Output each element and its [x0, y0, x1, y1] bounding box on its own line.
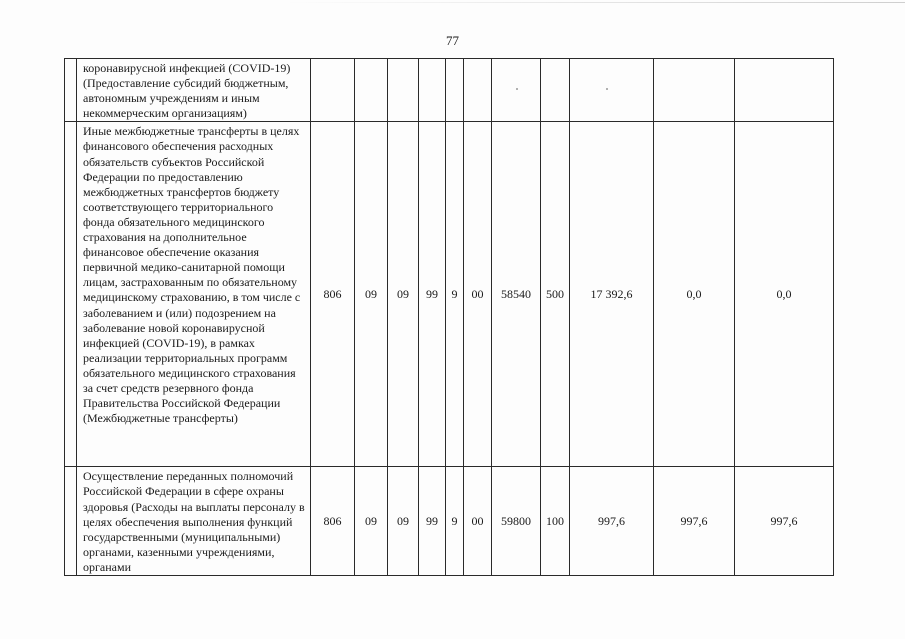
program-code-cell	[419, 59, 446, 122]
subsection-code-cell: 09	[388, 122, 419, 467]
budget-table	[64, 58, 834, 576]
table-row	[65, 59, 834, 122]
direction-code-cell: 59800	[492, 467, 541, 576]
scan-edge-line	[285, 2, 905, 3]
program-code-cell: 99	[419, 122, 446, 467]
table-row	[65, 467, 834, 576]
admin-code-cell: 806	[311, 122, 355, 467]
section-code-cell: 09	[355, 467, 388, 576]
page-number: 77	[446, 33, 459, 48]
amount-year-3-cell: 0,0	[735, 122, 834, 467]
activity-code-cell: 00	[464, 122, 492, 467]
row-description: Иные межбюджетные трансферты в целях финансового обеспечения расходных обязательств субъектов Российской Федерации по предоставлению межбюджетных трансфертов бюджету соответствующего территориального фонда обязательного медицинского страхования на дополнительное финансовое обеспечение оказания первичной медико-санитарной помощи лицам, застрахованным по обязательному медицинскому страхованию, в том числе с заболеванием и (или) подозрением на заболевание новой коронавирусной инфекцией (COVID-19), в рамках реализации территориальных программ обязательного медицинского страхования за счет средств резервного фонда Правительства Российской Федерации (Межбюджетные трансферты)	[77, 122, 311, 467]
row-margin-cell	[65, 122, 77, 467]
subprogram-code-cell: 9	[446, 467, 464, 576]
subprogram-code-cell: 9	[446, 122, 464, 467]
amount-year-2-cell: 0,0	[654, 122, 735, 467]
direction-code-cell: 58540	[492, 122, 541, 467]
direction-code-cell	[492, 59, 541, 122]
expense-type-cell	[541, 59, 570, 122]
section-code-cell	[355, 59, 388, 122]
expense-type-cell: 100	[541, 467, 570, 576]
row-margin-cell	[65, 467, 77, 576]
subsection-code-cell: 09	[388, 467, 419, 576]
subsection-code-cell	[388, 59, 419, 122]
amount-year-2-cell	[654, 59, 735, 122]
section-code-cell: 09	[355, 122, 388, 467]
row-description: коронавирусной инфекцией (COVID-19) (Предоставление субсидий бюджетным, автономным учреждениям и иным некоммерческим организациям)	[77, 59, 311, 122]
table-row	[65, 122, 834, 467]
row-description: Осуществление переданных полномочий Российской Федерации в сфере охраны здоровья (Расходы на выплаты персоналу в целях обеспечения выполнения функций государственными (муниципальными) органами, казенными учреждениями, органами	[77, 467, 311, 576]
admin-code-cell	[311, 59, 355, 122]
program-code-cell: 99	[419, 467, 446, 576]
amount-year-1-cell	[570, 59, 654, 122]
amount-year-1-cell: 17 392,6	[570, 122, 654, 467]
expense-type-cell: 500	[541, 122, 570, 467]
amount-year-3-cell: 997,6	[735, 467, 834, 576]
amount-year-1-cell: 997,6	[570, 467, 654, 576]
row-margin-cell	[65, 59, 77, 122]
amount-year-2-cell: 997,6	[654, 467, 735, 576]
activity-code-cell: 00	[464, 467, 492, 576]
subprogram-code-cell	[446, 59, 464, 122]
amount-year-3-cell	[735, 59, 834, 122]
activity-code-cell	[464, 59, 492, 122]
admin-code-cell: 806	[311, 467, 355, 576]
